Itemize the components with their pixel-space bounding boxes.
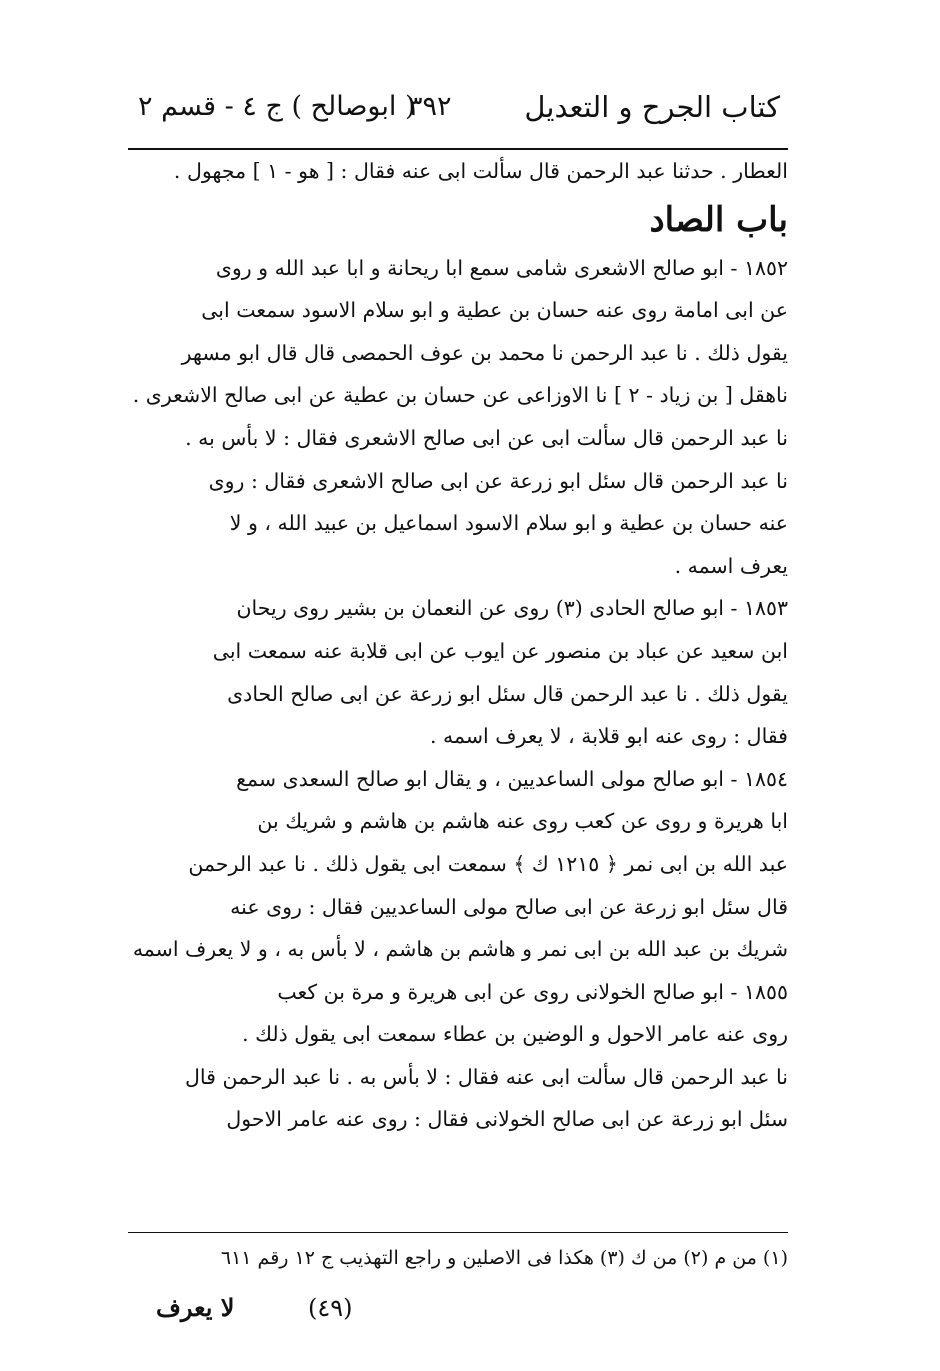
- text-line: نا عبد الرحمن قال سألت ابى عنه فقال : لا بأس به . نا عبد الرحمن قال: [185, 1064, 788, 1089]
- text-line: عن ابى امامة روى عنه حسان بن عطية و ابو سلام الاسود سمعت ابى: [201, 298, 788, 323]
- running-entry-title: ( ابوصالح ) ج ٤ - قسم ٢: [138, 91, 416, 122]
- text-line: يعرف اسمه .: [674, 553, 788, 578]
- text-line: العطار . حدثنا عبد الرحمن قال سألت ابى عنه فقال : [ هو - ١ ] مجهول .: [173, 159, 788, 183]
- text-line: شريك بن عبد الله بن ابى نمر و هاشم بن هاشم ، لا بأس به ، و لا يعرف اسمه: [132, 937, 788, 962]
- text-line: ناهقل [ بن زياد - ٢ ] نا الاوزاعى عن حسان بن عطية عن ابى صالح الاشعرى .: [132, 383, 788, 408]
- book-title: كتاب الجرح و التعديل: [524, 90, 780, 124]
- catchword: لا يعرف: [156, 1293, 235, 1322]
- text-line: ابا هريرة و روى عن كعب روى عنه هاشم بن هاشم و شريك بن: [257, 809, 788, 834]
- text-line: روى عنه عامر الاحول و الوضين بن عطاء سمعت ابى يقول ذلك .: [242, 1022, 788, 1047]
- text-line: عنه حسان بن عطية و ابو سلام الاسود اسماعيل بن عبيد الله ، و لا: [229, 511, 788, 536]
- footnote-rule: [128, 1232, 788, 1233]
- text-line: ١٨٥٣ - ابو صالح الحادى (٣) روى عن النعمان بن بشير روى ريحان: [236, 596, 788, 621]
- text-line: ١٨٥٢ - ابو صالح الاشعرى شامى سمع ابا ريحانة و ابا عبد الله و روى: [215, 255, 788, 280]
- text-line: فقال : روى عنه ابو قلابة ، لا يعرف اسمه .: [429, 724, 788, 749]
- running-header: [128, 82, 788, 132]
- text-line: يقول ذلك . نا عبد الرحمن نا محمد بن عوف الحمصى قال قال ابو مسهر: [181, 340, 788, 365]
- text-line: نا عبد الرحمن قال سألت ابى عن ابى صالح الاشعرى فقال : لا بأس به .: [185, 425, 788, 450]
- book-page: [128, 70, 788, 1350]
- text-line: عبد الله بن ابى نمر ﴿ ١٢١٥ ك ﴾ سمعت ابى يقول ذلك . نا عبد الرحمن: [188, 851, 788, 876]
- page-number: ٣٩٢: [408, 91, 452, 122]
- text-line: ١٨٥٤ - ابو صالح مولى الساعديين ، و يقال ابو صالح السعدى سمع: [236, 766, 788, 791]
- text-line: قال سئل ابو زرعة عن ابى صالح مولى الساعديين فقال : روى عنه: [230, 894, 788, 919]
- text-line: يقول ذلك . نا عبد الرحمن قال سئل ابو زرعة عن ابى صالح الحادى: [227, 681, 788, 706]
- footnote: (١) من م (٢) من ك (٣) هكذا فى الاصلين و راجع التهذيب ج ١٢ رقم ٦١١: [220, 1247, 788, 1269]
- section-heading: باب الصاد: [649, 199, 788, 240]
- signature-mark: (٤٩): [308, 1294, 353, 1322]
- text-line: ١٨٥٥ - ابو صالح الخولانى روى عن ابى هريرة و مرة بن كعب: [277, 979, 788, 1004]
- text-line: سئل ابو زرعة عن ابى صالح الخولانى فقال : روى عنه عامر الاحول: [226, 1107, 788, 1132]
- text-line: نا عبد الرحمن قال سئل ابو زرعة عن ابى صالح الاشعرى فقال : روى: [208, 468, 788, 493]
- page-footer: [128, 1286, 788, 1330]
- main-text: [128, 150, 788, 1141]
- text-line: ابن سعيد عن عباد بن منصور عن ايوب عن ابى قلابة عنه سمعت ابى: [212, 638, 788, 663]
